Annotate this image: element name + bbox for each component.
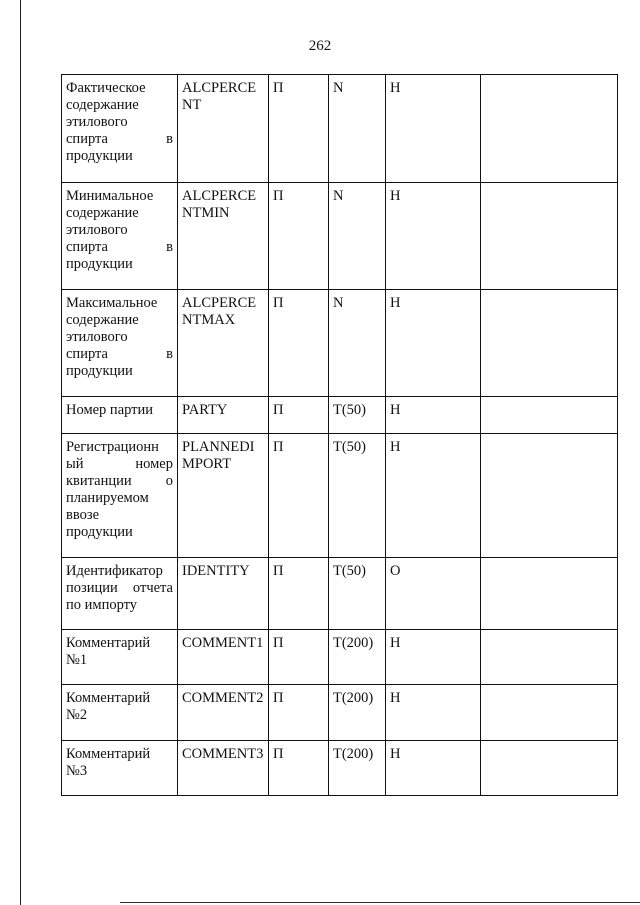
field-multiplicity-cell: Н [386, 183, 481, 290]
field-name-word: спирта [66, 131, 108, 147]
field-name-word: ый [66, 456, 84, 472]
field-name-cell [62, 75, 178, 183]
field-required-cell: П [269, 630, 329, 685]
field-name-line: Регистрационн [66, 439, 159, 455]
field-name-line: содержание [66, 205, 139, 221]
field-name-word: в [166, 346, 173, 362]
field-note-cell [481, 558, 618, 630]
field-multiplicity-cell: Н [386, 630, 481, 685]
field-name-cell: Комментарий №2 [62, 685, 178, 741]
field-note-cell [481, 75, 618, 183]
field-code-cell: COMMENT2 [178, 685, 269, 741]
table-row [62, 741, 618, 796]
field-name-word: спирта [66, 239, 108, 255]
field-name-line: продукции [66, 256, 133, 272]
field-note-cell [481, 434, 618, 558]
field-required-cell: П [269, 741, 329, 796]
fields-table [61, 74, 618, 796]
field-name-word: в [166, 131, 173, 147]
field-required-cell: П [269, 558, 329, 630]
field-note-cell [481, 685, 618, 741]
field-type-cell: T(50) [329, 397, 386, 434]
table-row [62, 630, 618, 685]
field-name-cell: Комментарий №3 [62, 741, 178, 796]
field-multiplicity-cell: Н [386, 685, 481, 741]
field-name-line: этилового [66, 329, 128, 345]
field-required-cell: П [269, 397, 329, 434]
field-type-cell: N [329, 183, 386, 290]
field-code-cell: COMMENT1 [178, 630, 269, 685]
table-row [62, 75, 618, 183]
field-name-line: продукции [66, 524, 133, 540]
field-code-cell: PLANNEDIMPORT [178, 434, 269, 558]
field-name-cell: Номер партии [62, 397, 178, 434]
field-name-word: о [165, 473, 173, 489]
field-name-cell: Идентификатор позиции отчета по импорту [62, 558, 178, 630]
field-name-line: Максимальное [66, 295, 158, 311]
field-name-cell [62, 434, 178, 558]
field-multiplicity-cell: Н [386, 75, 481, 183]
field-name-line: этилового [66, 222, 128, 238]
field-name-line: этилового [66, 114, 128, 130]
field-type-cell: T(50) [329, 434, 386, 558]
field-code-cell: ALCPERCENT [178, 75, 269, 183]
field-code-cell: IDENTITY [178, 558, 269, 630]
table-row [62, 685, 618, 741]
field-name-line: ввозе [66, 507, 100, 523]
field-multiplicity-cell: Н [386, 434, 481, 558]
field-name-line [66, 131, 173, 148]
page-number: 262 [308, 38, 332, 54]
field-note-cell [481, 630, 618, 685]
field-code-cell: COMMENT3 [178, 741, 269, 796]
field-required-cell: П [269, 75, 329, 183]
field-name-line: содержание [66, 312, 139, 328]
field-name-cell [62, 183, 178, 290]
field-name-line: планируемом [66, 490, 149, 506]
field-code-cell: ALCPERCENTMIN [178, 183, 269, 290]
field-name-line: продукции [66, 148, 133, 164]
field-name-line [66, 346, 173, 363]
field-name-line [66, 456, 173, 473]
table-row [62, 558, 618, 630]
field-multiplicity-cell: Н [386, 397, 481, 434]
field-name-word: квитанции [66, 473, 132, 489]
field-type-cell: N [329, 290, 386, 397]
field-required-cell: П [269, 434, 329, 558]
field-multiplicity-cell: Н [386, 290, 481, 397]
field-code-cell: PARTY [178, 397, 269, 434]
field-type-cell: T(200) [329, 630, 386, 685]
field-name-word: спирта [66, 346, 108, 362]
field-note-cell [481, 397, 618, 434]
field-note-cell [481, 741, 618, 796]
field-name-word: в [166, 239, 173, 255]
field-required-cell: П [269, 685, 329, 741]
field-multiplicity-cell: О [386, 558, 481, 630]
field-required-cell: П [269, 183, 329, 290]
field-type-cell: T(200) [329, 741, 386, 796]
field-required-cell: П [269, 290, 329, 397]
field-name-line [66, 473, 173, 490]
field-name-line: продукции [66, 363, 133, 379]
field-code-cell: ALCPERCENTMAX [178, 290, 269, 397]
table-row [62, 397, 618, 434]
field-type-cell: T(200) [329, 685, 386, 741]
field-type-cell: N [329, 75, 386, 183]
table-row [62, 434, 618, 558]
field-name-word: номер [135, 456, 173, 472]
field-note-cell [481, 290, 618, 397]
field-name-cell [62, 290, 178, 397]
table-row [62, 290, 618, 397]
field-name-line: Фактическое [66, 80, 146, 96]
table-row [62, 183, 618, 290]
field-note-cell [481, 183, 618, 290]
field-type-cell: T(50) [329, 558, 386, 630]
field-name-cell: Комментарий №1 [62, 630, 178, 685]
field-multiplicity-cell: Н [386, 741, 481, 796]
field-name-line [66, 239, 173, 256]
field-name-line: содержание [66, 97, 139, 113]
scan-bottom-line [120, 902, 640, 903]
field-name-line: Минимальное [66, 188, 154, 204]
